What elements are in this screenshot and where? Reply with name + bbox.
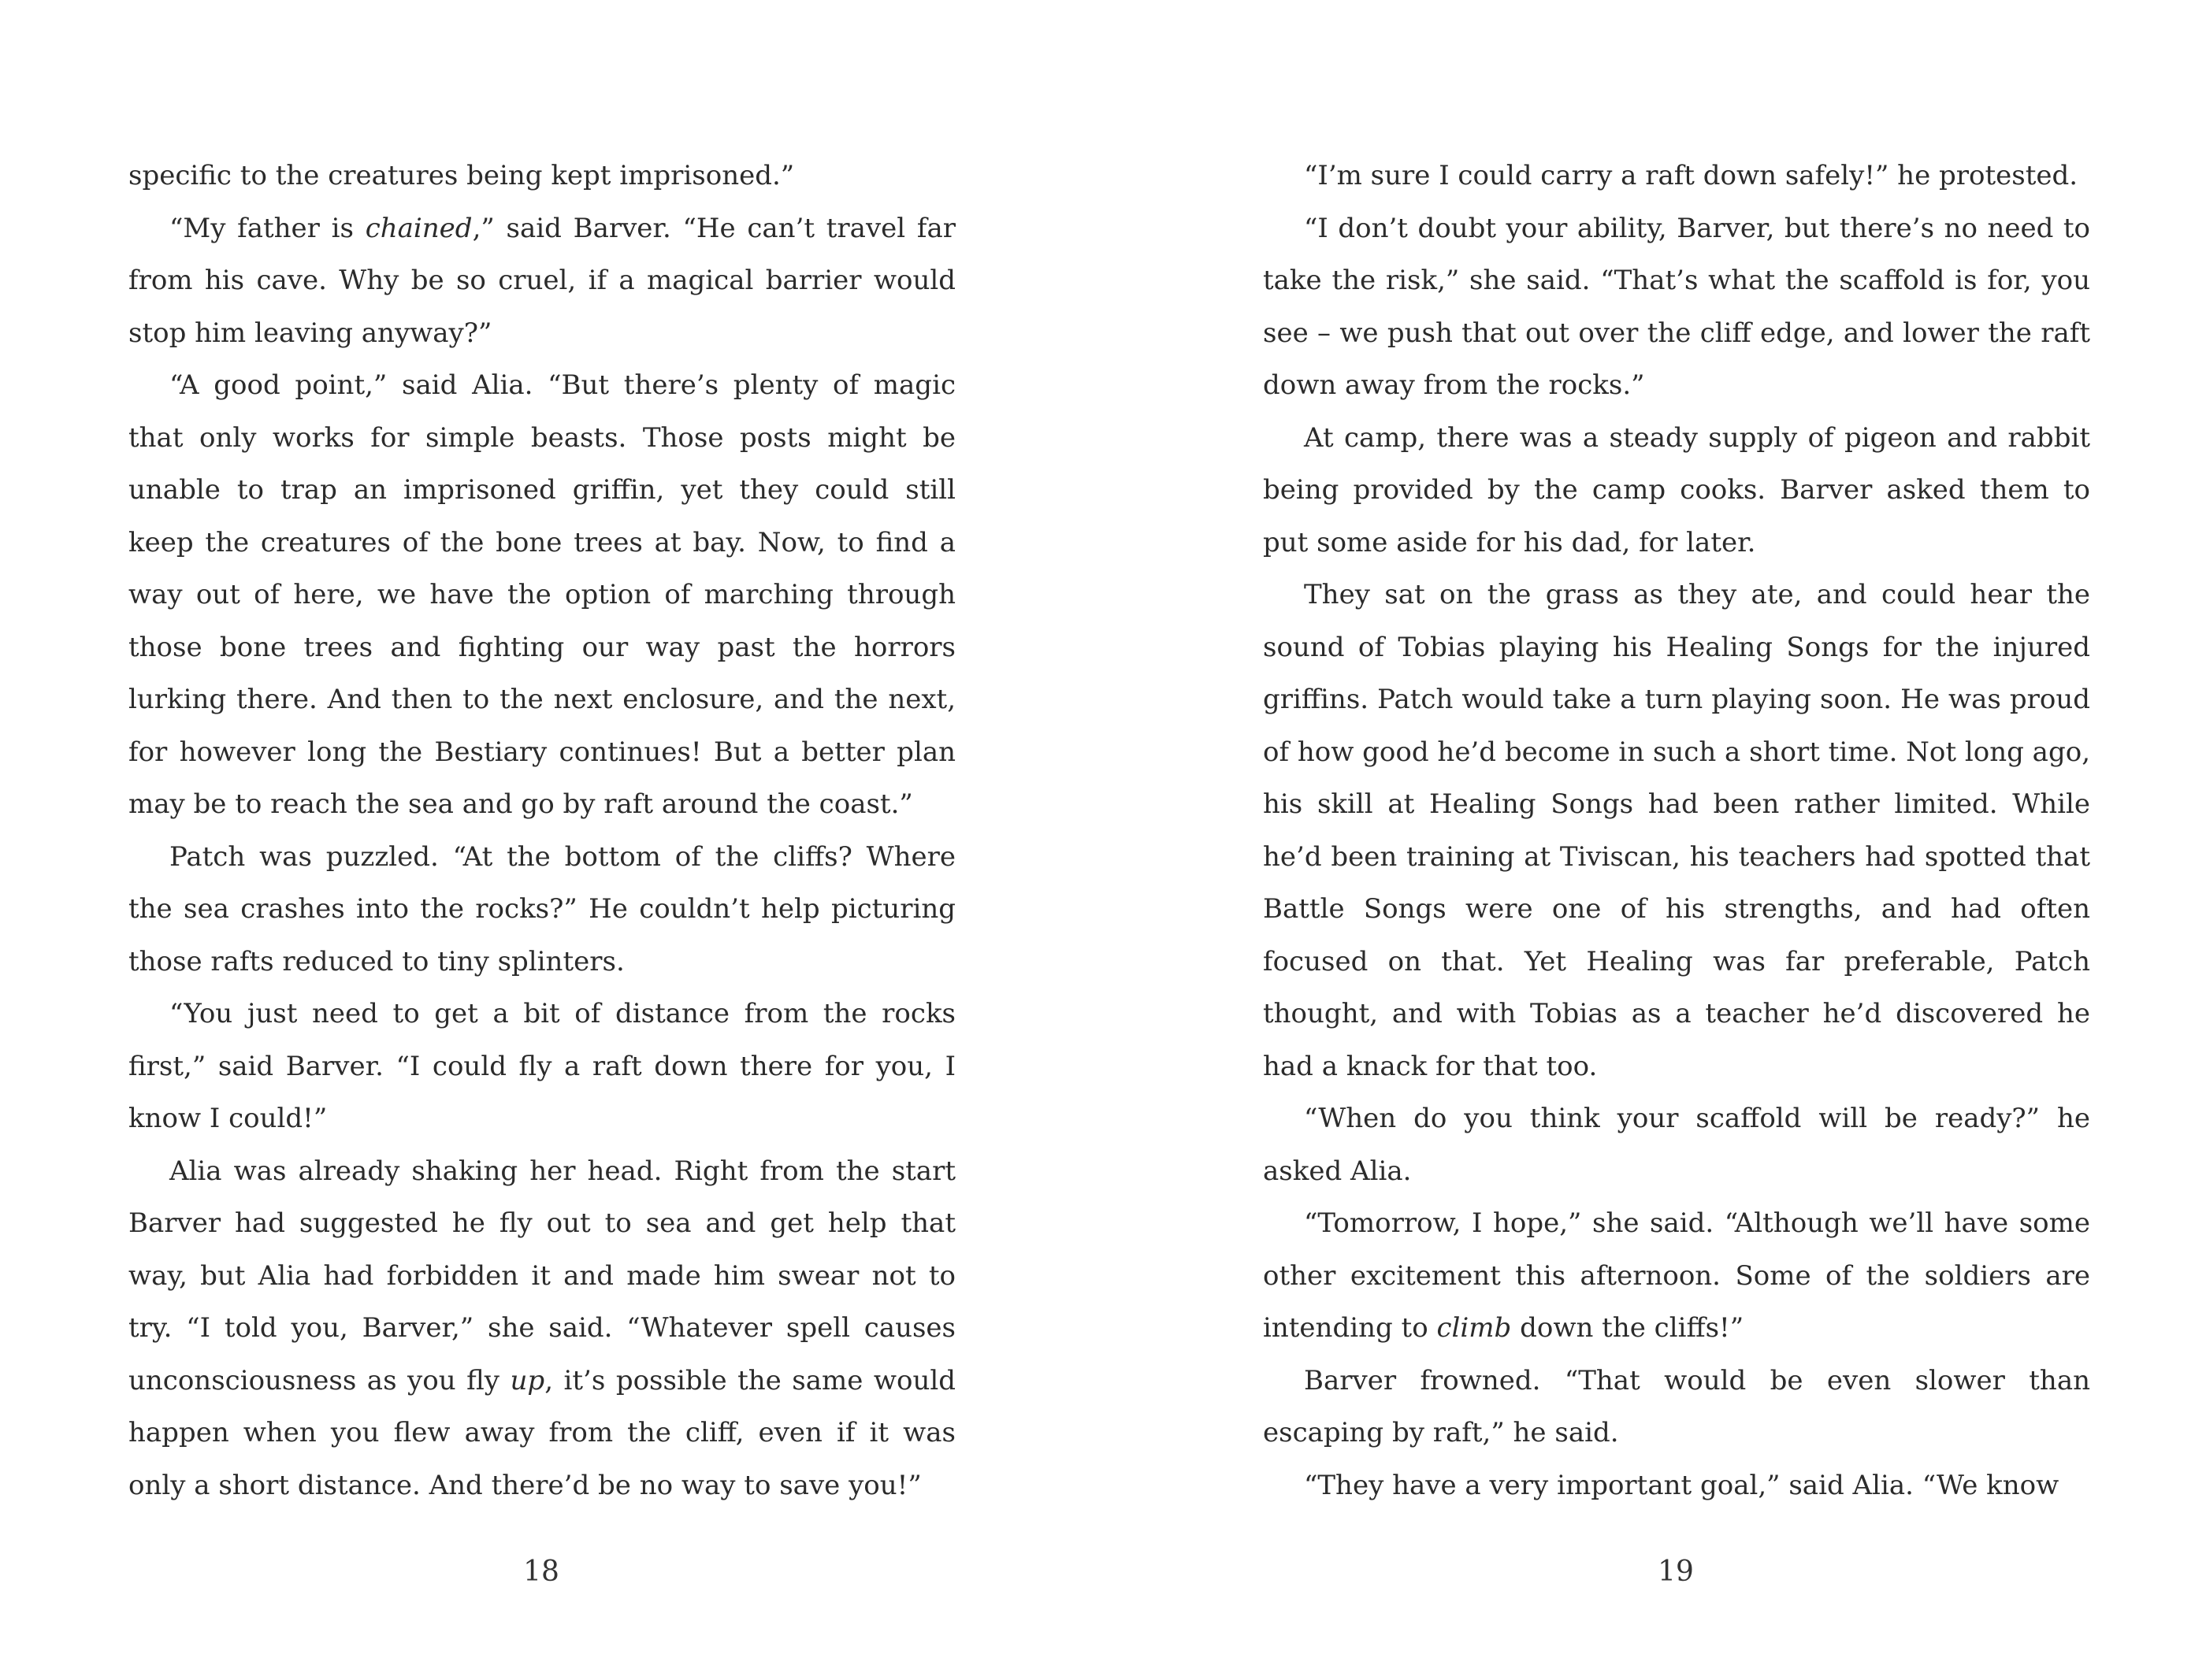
paragraph: “My father is chained,” said Barver. “He can’t travel far from his cave. Why be so cruel, if a magical barrier would stop him leaving anyway?” bbox=[128, 212, 956, 349]
paragraph: Alia was already shaking her head. Right from the start Barver had suggested he fly out to sea and get help that way, but Alia had forbidden it and made him swear not to try. “I told you, Barver,” she said. “Whatever spell causes unconsciousness as you fly up, it’s possible the same would happen when you flew away from the cliff, even if it was only a short distance. And there’d be no way to save you!” bbox=[128, 1155, 956, 1501]
emphasis: chained bbox=[365, 212, 473, 244]
paragraph: “You just need to get a bit of distance from the rocks first,” said Barver. “I could fly a raft down there for you, I know I could!” bbox=[128, 998, 956, 1134]
paragraph: Barver frowned. “That would be even slower than escaping by raft,” he said. bbox=[1263, 1364, 2090, 1448]
left-page-text bbox=[128, 150, 956, 1511]
paragraph: Patch was puzzled. “At the bottom of the cliffs? Where the sea crashes into the rocks?” He couldn’t help picturing those rafts reduced to tiny splinters. bbox=[128, 840, 956, 977]
left-page bbox=[128, 150, 956, 1583]
paragraph: At camp, there was a steady supply of pigeon and rabbit being provided by the camp cooks. Barver asked them to put some aside for his dad, for later. bbox=[1263, 421, 2090, 558]
right-page-text bbox=[1263, 150, 2090, 1511]
paragraph: “When do you think your scaffold will be ready?” he asked Alia. bbox=[1263, 1103, 2090, 1187]
page-number-right: 19 bbox=[1658, 1556, 1694, 1588]
emphasis: up bbox=[510, 1364, 545, 1396]
paragraph: “They have a very important goal,” said Alia. “We know bbox=[1304, 1469, 2059, 1501]
paragraph: “A good point,” said Alia. “But there’s plenty of magic that only works for simple beasts. Those posts might be unable to trap an imprisoned griffin, yet they could still keep the creatures of the bone trees at bay. Now, to find a way out of here, we have the option of marching through those bone trees and fighting our way past the horrors lurking there. And then to the next enclosure, and the next, for however long the Bestiary continues! But a better plan may be to reach the sea and go by raft around the coast.” bbox=[128, 369, 956, 820]
emphasis: climb bbox=[1436, 1312, 1512, 1344]
paragraph: They sat on the grass as they ate, and could hear the sound of Tobias playing his Healing Songs for the injured griffins. Patch would take a turn playing soon. He was proud of how good he’d become in such a short time. Not long ago, his skill at Healing Songs had been rather limited. While he’d been training at Tiviscan, his teachers had spotted that Battle Songs were one of his strengths, and had often focused on that. Yet Healing was far preferable, Patch thought, and with Tobias as a teacher he’d discovered he had a knack for that too. bbox=[1263, 579, 2090, 1082]
paragraph: “Tomorrow, I hope,” she said. “Although we’ll have some other excitement this afternoon. Some of the soldiers are intending to climb down the cliffs!” bbox=[1263, 1207, 2090, 1344]
right-page bbox=[1263, 150, 2090, 1583]
paragraph: “I don’t doubt your ability, Barver, but there’s no need to take the risk,” she said. “That’s what the scaffold is for, you see – we push that out over the cliff edge, and lower the raft down away from the rocks.” bbox=[1263, 212, 2090, 401]
paragraph: “I’m sure I could carry a raft down safely!” he protested. bbox=[1304, 160, 2078, 191]
page-number-left: 18 bbox=[523, 1556, 559, 1588]
paragraph: specific to the creatures being kept imprisoned.” bbox=[128, 160, 795, 191]
